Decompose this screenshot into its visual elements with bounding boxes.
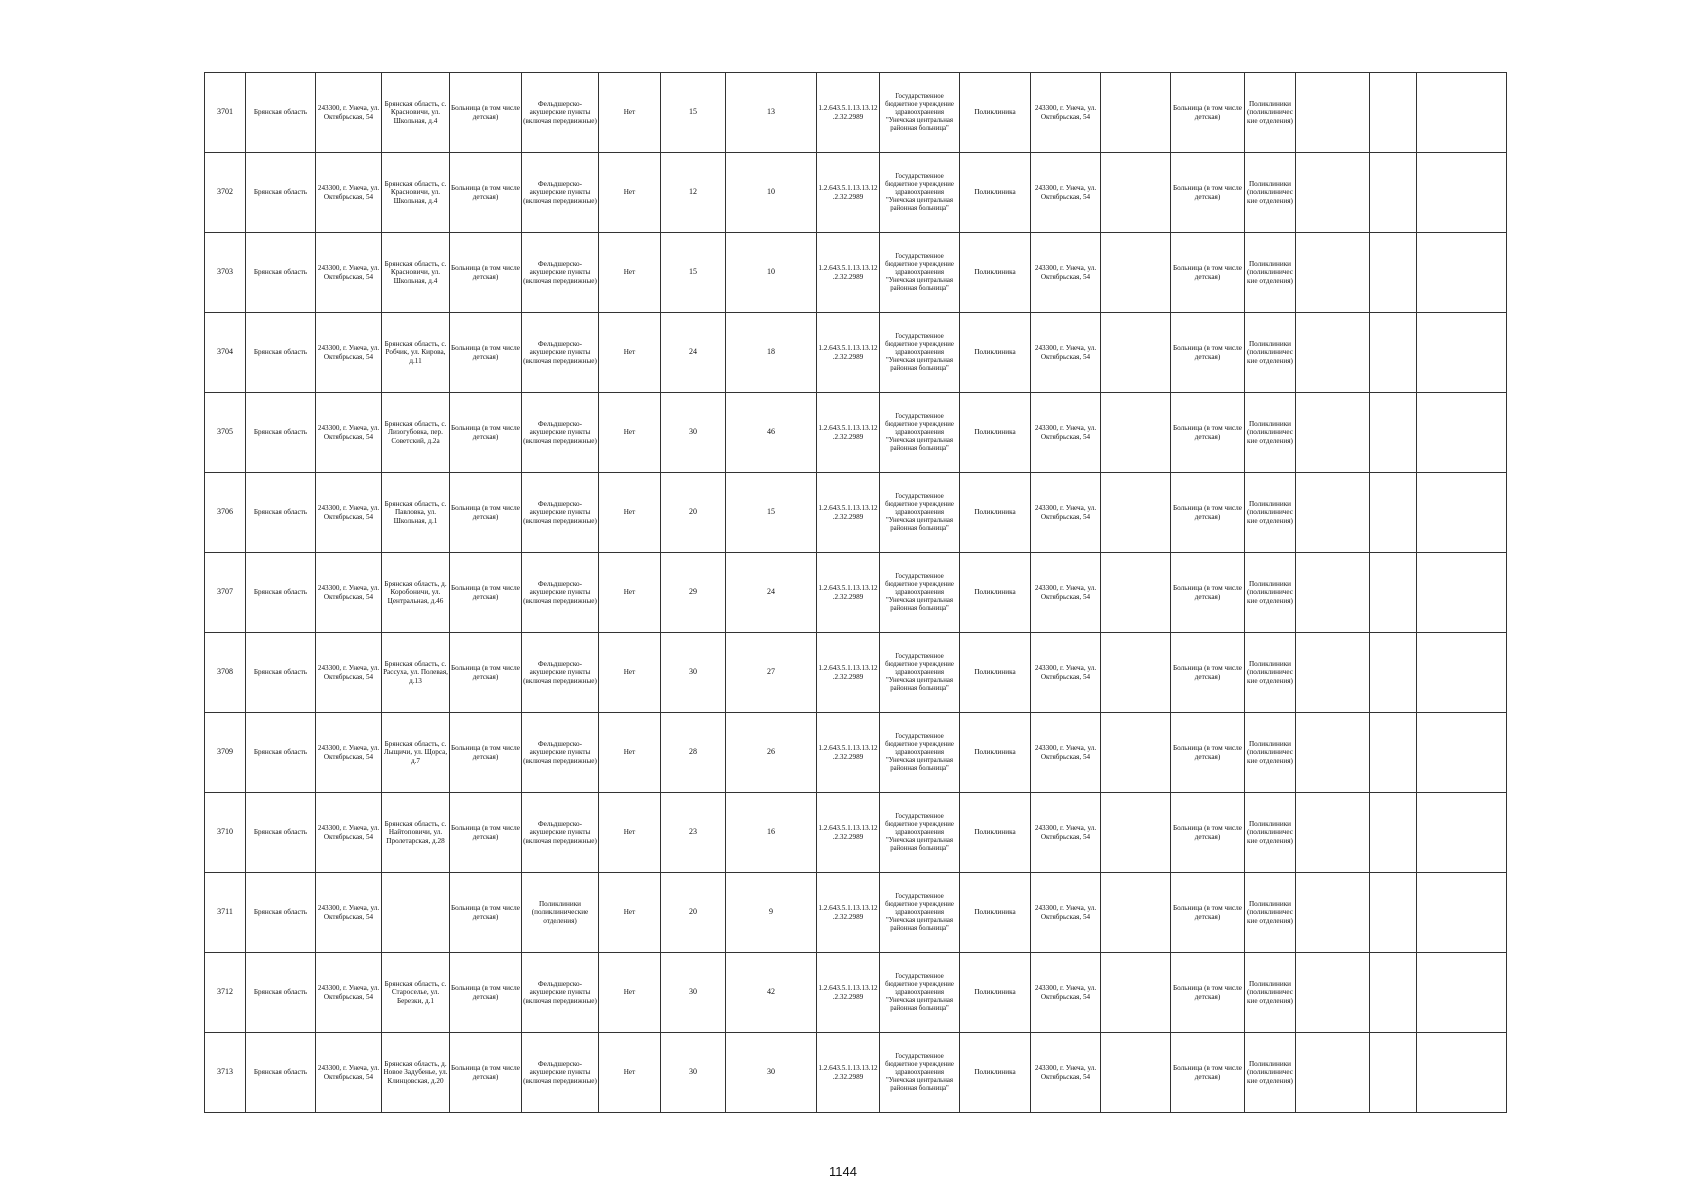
cell-location: Брянская область, с. Старосельe, ул. Березки, д.1 <box>382 953 450 1033</box>
cell-id: 3709 <box>205 713 246 793</box>
cell-org-address: 243300, г. Унеча, ул. Октябрьская, 54 <box>1031 313 1101 393</box>
cell-region: Брянская область <box>246 793 316 873</box>
cell-parent-unit: Поликлиники (поликлинические отделения) <box>1245 633 1296 713</box>
cell-value-a: 15 <box>661 73 726 153</box>
cell-parent-type: Больница (в том числе детская) <box>1171 713 1245 793</box>
cell-org-type: Больница (в том числе детская) <box>450 553 522 633</box>
cell-value-a: 24 <box>661 313 726 393</box>
cell-oid: 1.2.643.5.1.13.13.12.2.32.2989 <box>817 873 880 953</box>
cell-org-name: Государственное бюджетное учреждение здравоохранения "Унечская центральная районная больница" <box>880 633 960 713</box>
cell-parent-type: Больница (в том числе детская) <box>1171 633 1245 713</box>
cell-org-type: Больница (в том числе детская) <box>450 473 522 553</box>
cell-flag: Нет <box>599 793 661 873</box>
cell-parent-type: Больница (в том числе детская) <box>1171 1033 1245 1113</box>
table-row <box>205 1033 1507 1113</box>
table-row <box>205 633 1507 713</box>
cell-col17 <box>1296 473 1370 553</box>
cell-value-a: 23 <box>661 793 726 873</box>
cell-unit-type: Фельдшерско-акушерские пункты (включая передвижные) <box>522 713 599 793</box>
cell-col14 <box>1101 313 1171 393</box>
cell-org-address: 243300, г. Унеча, ул. Октябрьская, 54 <box>1031 793 1101 873</box>
cell-org-address: 243300, г. Унеча, ул. Октябрьская, 54 <box>1031 473 1101 553</box>
cell-value-b: 13 <box>726 73 817 153</box>
cell-subdivision: Поликлиника <box>960 633 1031 713</box>
cell-org-type: Больница (в том числе детская) <box>450 393 522 473</box>
cell-value-b: 18 <box>726 313 817 393</box>
cell-owner-address: 243300, г. Унеча, ул. Октябрьская, 54 <box>316 873 382 953</box>
cell-flag: Нет <box>599 953 661 1033</box>
cell-org-type: Больница (в том числе детская) <box>450 953 522 1033</box>
cell-col17 <box>1296 233 1370 313</box>
cell-org-address: 243300, г. Унеча, ул. Октябрьская, 54 <box>1031 393 1101 473</box>
cell-value-b: 26 <box>726 713 817 793</box>
cell-value-b: 30 <box>726 1033 817 1113</box>
cell-region: Брянская область <box>246 713 316 793</box>
cell-owner-address: 243300, г. Унеча, ул. Октябрьская, 54 <box>316 73 382 153</box>
cell-unit-type: Фельдшерско-акушерские пункты (включая передвижные) <box>522 73 599 153</box>
cell-subdivision: Поликлиника <box>960 553 1031 633</box>
cell-col18 <box>1370 473 1417 553</box>
cell-region: Брянская область <box>246 873 316 953</box>
cell-location: Брянская область, д. Коробоничи, ул. Центральная, д.46 <box>382 553 450 633</box>
cell-parent-unit: Поликлиники (поликлинические отделения) <box>1245 393 1296 473</box>
cell-parent-type: Больница (в том числе детская) <box>1171 473 1245 553</box>
cell-value-a: 30 <box>661 953 726 1033</box>
cell-flag: Нет <box>599 153 661 233</box>
cell-subdivision: Поликлиника <box>960 793 1031 873</box>
cell-unit-type: Фельдшерско-акушерские пункты (включая передвижные) <box>522 313 599 393</box>
cell-owner-address: 243300, г. Унеча, ул. Октябрьская, 54 <box>316 393 382 473</box>
cell-empty <box>1417 953 1507 1033</box>
cell-empty <box>1417 633 1507 713</box>
cell-flag: Нет <box>599 553 661 633</box>
cell-parent-type: Больница (в том числе детская) <box>1171 393 1245 473</box>
cell-value-a: 30 <box>661 1033 726 1113</box>
cell-empty <box>1417 153 1507 233</box>
cell-parent-unit: Поликлиники (поликлинические отделения) <box>1245 553 1296 633</box>
table-row <box>205 233 1507 313</box>
table-row <box>205 313 1507 393</box>
cell-org-address: 243300, г. Унеча, ул. Октябрьская, 54 <box>1031 1033 1101 1113</box>
cell-empty <box>1417 713 1507 793</box>
cell-id: 3703 <box>205 233 246 313</box>
cell-col14 <box>1101 873 1171 953</box>
cell-oid: 1.2.643.5.1.13.13.12.2.32.2989 <box>817 313 880 393</box>
cell-org-address: 243300, г. Унеча, ул. Октябрьская, 54 <box>1031 233 1101 313</box>
cell-id: 3707 <box>205 553 246 633</box>
cell-location: Брянская область, с. Лизогубовка, пер. Советский, д.2а <box>382 393 450 473</box>
cell-value-a: 20 <box>661 473 726 553</box>
cell-flag: Нет <box>599 473 661 553</box>
table-row <box>205 713 1507 793</box>
cell-empty <box>1417 233 1507 313</box>
cell-empty <box>1417 473 1507 553</box>
cell-org-type: Больница (в том числе детская) <box>450 73 522 153</box>
cell-region: Брянская область <box>246 313 316 393</box>
cell-owner-address: 243300, г. Унеча, ул. Октябрьская, 54 <box>316 153 382 233</box>
cell-parent-unit: Поликлиники (поликлинические отделения) <box>1245 473 1296 553</box>
cell-owner-address: 243300, г. Унеча, ул. Октябрьская, 54 <box>316 553 382 633</box>
cell-subdivision: Поликлиника <box>960 473 1031 553</box>
cell-id: 3705 <box>205 393 246 473</box>
cell-parent-unit: Поликлиники (поликлинические отделения) <box>1245 233 1296 313</box>
cell-col14 <box>1101 233 1171 313</box>
cell-empty <box>1417 393 1507 473</box>
cell-location: Брянская область, с. Робчик, ул. Кирова, д.11 <box>382 313 450 393</box>
cell-parent-unit: Поликлиники (поликлинические отделения) <box>1245 793 1296 873</box>
cell-value-b: 27 <box>726 633 817 713</box>
cell-value-b: 16 <box>726 793 817 873</box>
cell-org-name: Государственное бюджетное учреждение здравоохранения "Унечская центральная районная больница" <box>880 1033 960 1113</box>
cell-owner-address: 243300, г. Унеча, ул. Октябрьская, 54 <box>316 633 382 713</box>
cell-owner-address: 243300, г. Унеча, ул. Октябрьская, 54 <box>316 713 382 793</box>
cell-org-address: 243300, г. Унеча, ул. Октябрьская, 54 <box>1031 153 1101 233</box>
cell-col14 <box>1101 633 1171 713</box>
cell-oid: 1.2.643.5.1.13.13.12.2.32.2989 <box>817 953 880 1033</box>
cell-empty <box>1417 313 1507 393</box>
cell-oid: 1.2.643.5.1.13.13.12.2.32.2989 <box>817 713 880 793</box>
cell-flag: Нет <box>599 393 661 473</box>
cell-org-name: Государственное бюджетное учреждение здравоохранения "Унечская центральная районная больница" <box>880 953 960 1033</box>
cell-org-name: Государственное бюджетное учреждение здравоохранения "Унечская центральная районная больница" <box>880 233 960 313</box>
cell-id: 3711 <box>205 873 246 953</box>
cell-value-b: 10 <box>726 153 817 233</box>
cell-org-name: Государственное бюджетное учреждение здравоохранения "Унечская центральная районная больница" <box>880 473 960 553</box>
cell-id: 3713 <box>205 1033 246 1113</box>
cell-col14 <box>1101 953 1171 1033</box>
registry-table <box>204 72 1507 1113</box>
cell-col17 <box>1296 793 1370 873</box>
cell-region: Брянская область <box>246 153 316 233</box>
cell-flag: Нет <box>599 1033 661 1113</box>
cell-parent-unit: Поликлиники (поликлинические отделения) <box>1245 73 1296 153</box>
cell-parent-unit: Поликлиники (поликлинические отделения) <box>1245 953 1296 1033</box>
cell-value-a: 28 <box>661 713 726 793</box>
cell-owner-address: 243300, г. Унеча, ул. Октябрьская, 54 <box>316 953 382 1033</box>
cell-parent-type: Больница (в том числе детская) <box>1171 553 1245 633</box>
cell-org-address: 243300, г. Унеча, ул. Октябрьская, 54 <box>1031 553 1101 633</box>
cell-org-type: Больница (в том числе детская) <box>450 793 522 873</box>
cell-org-address: 243300, г. Унеча, ул. Октябрьская, 54 <box>1031 953 1101 1033</box>
cell-col18 <box>1370 73 1417 153</box>
cell-col17 <box>1296 633 1370 713</box>
cell-location: Брянская область, с. Павловка, ул. Школьная, д.1 <box>382 473 450 553</box>
cell-flag: Нет <box>599 713 661 793</box>
cell-parent-unit: Поликлиники (поликлинические отделения) <box>1245 873 1296 953</box>
cell-subdivision: Поликлиника <box>960 153 1031 233</box>
cell-owner-address: 243300, г. Унеча, ул. Октябрьская, 54 <box>316 313 382 393</box>
cell-col17 <box>1296 713 1370 793</box>
cell-org-type: Больница (в том числе детская) <box>450 233 522 313</box>
cell-id: 3708 <box>205 633 246 713</box>
cell-org-name: Государственное бюджетное учреждение здравоохранения "Унечская центральная районная больница" <box>880 553 960 633</box>
cell-org-type: Больница (в том числе детская) <box>450 153 522 233</box>
cell-oid: 1.2.643.5.1.13.13.12.2.32.2989 <box>817 233 880 313</box>
cell-org-address: 243300, г. Унеча, ул. Октябрьская, 54 <box>1031 73 1101 153</box>
cell-id: 3704 <box>205 313 246 393</box>
cell-parent-type: Больница (в том числе детская) <box>1171 313 1245 393</box>
cell-region: Брянская область <box>246 233 316 313</box>
cell-col18 <box>1370 393 1417 473</box>
cell-flag: Нет <box>599 313 661 393</box>
cell-location: Брянская область, с. Найтоповичи, ул. Пролетарская, д.28 <box>382 793 450 873</box>
cell-org-address: 243300, г. Унеча, ул. Октябрьская, 54 <box>1031 873 1101 953</box>
cell-oid: 1.2.643.5.1.13.13.12.2.32.2989 <box>817 1033 880 1113</box>
cell-col17 <box>1296 873 1370 953</box>
cell-col14 <box>1101 793 1171 873</box>
cell-value-a: 20 <box>661 873 726 953</box>
cell-value-b: 42 <box>726 953 817 1033</box>
cell-org-name: Государственное бюджетное учреждение здравоохранения "Унечская центральная районная больница" <box>880 153 960 233</box>
cell-unit-type: Фельдшерско-акушерские пункты (включая передвижные) <box>522 953 599 1033</box>
cell-oid: 1.2.643.5.1.13.13.12.2.32.2989 <box>817 633 880 713</box>
cell-col18 <box>1370 1033 1417 1113</box>
cell-empty <box>1417 873 1507 953</box>
cell-location: Брянская область, д. Новое Задубенье, ул. Клинцовская, д.20 <box>382 1033 450 1113</box>
cell-col14 <box>1101 473 1171 553</box>
cell-owner-address: 243300, г. Унеча, ул. Октябрьская, 54 <box>316 233 382 313</box>
cell-col18 <box>1370 233 1417 313</box>
cell-subdivision: Поликлиника <box>960 233 1031 313</box>
cell-location <box>382 873 450 953</box>
cell-org-name: Государственное бюджетное учреждение здравоохранения "Унечская центральная районная больница" <box>880 73 960 153</box>
cell-col14 <box>1101 393 1171 473</box>
cell-org-type: Больница (в том числе детская) <box>450 873 522 953</box>
cell-parent-unit: Поликлиники (поликлинические отделения) <box>1245 313 1296 393</box>
cell-unit-type: Фельдшерско-акушерские пункты (включая передвижные) <box>522 793 599 873</box>
cell-value-b: 24 <box>726 553 817 633</box>
cell-oid: 1.2.643.5.1.13.13.12.2.32.2989 <box>817 473 880 553</box>
cell-oid: 1.2.643.5.1.13.13.12.2.32.2989 <box>817 553 880 633</box>
cell-region: Брянская область <box>246 473 316 553</box>
cell-id: 3712 <box>205 953 246 1033</box>
table-row <box>205 153 1507 233</box>
cell-org-name: Государственное бюджетное учреждение здравоохранения "Унечская центральная районная больница" <box>880 393 960 473</box>
cell-flag: Нет <box>599 873 661 953</box>
cell-oid: 1.2.643.5.1.13.13.12.2.32.2989 <box>817 793 880 873</box>
cell-flag: Нет <box>599 73 661 153</box>
cell-owner-address: 243300, г. Унеча, ул. Октябрьская, 54 <box>316 473 382 553</box>
cell-parent-unit: Поликлиники (поликлинические отделения) <box>1245 1033 1296 1113</box>
table-row <box>205 73 1507 153</box>
cell-flag: Нет <box>599 633 661 713</box>
table-row <box>205 553 1507 633</box>
cell-value-b: 10 <box>726 233 817 313</box>
cell-org-address: 243300, г. Унеча, ул. Октябрьская, 54 <box>1031 633 1101 713</box>
table-row <box>205 393 1507 473</box>
cell-subdivision: Поликлиника <box>960 873 1031 953</box>
cell-oid: 1.2.643.5.1.13.13.12.2.32.2989 <box>817 393 880 473</box>
cell-col14 <box>1101 73 1171 153</box>
cell-col18 <box>1370 153 1417 233</box>
cell-org-name: Государственное бюджетное учреждение здравоохранения "Унечская центральная районная больница" <box>880 313 960 393</box>
cell-org-name: Государственное бюджетное учреждение здравоохранения "Унечская центральная районная больница" <box>880 713 960 793</box>
cell-id: 3706 <box>205 473 246 553</box>
cell-unit-type: Поликлиники (поликлинические отделения) <box>522 873 599 953</box>
cell-owner-address: 243300, г. Унеча, ул. Октябрьская, 54 <box>316 1033 382 1113</box>
cell-value-b: 9 <box>726 873 817 953</box>
cell-value-b: 46 <box>726 393 817 473</box>
cell-subdivision: Поликлиника <box>960 953 1031 1033</box>
cell-empty <box>1417 1033 1507 1113</box>
cell-org-type: Больница (в том числе детская) <box>450 633 522 713</box>
cell-region: Брянская область <box>246 393 316 473</box>
cell-oid: 1.2.643.5.1.13.13.12.2.32.2989 <box>817 73 880 153</box>
cell-col18 <box>1370 313 1417 393</box>
cell-unit-type: Фельдшерско-акушерские пункты (включая передвижные) <box>522 153 599 233</box>
cell-unit-type: Фельдшерско-акушерские пункты (включая передвижные) <box>522 1033 599 1113</box>
cell-col18 <box>1370 953 1417 1033</box>
cell-col17 <box>1296 153 1370 233</box>
cell-col17 <box>1296 953 1370 1033</box>
cell-parent-unit: Поликлиники (поликлинические отделения) <box>1245 153 1296 233</box>
cell-unit-type: Фельдшерско-акушерские пункты (включая передвижные) <box>522 553 599 633</box>
cell-col18 <box>1370 713 1417 793</box>
cell-value-a: 30 <box>661 633 726 713</box>
cell-oid: 1.2.643.5.1.13.13.12.2.32.2989 <box>817 153 880 233</box>
cell-region: Брянская область <box>246 553 316 633</box>
cell-col17 <box>1296 313 1370 393</box>
cell-region: Брянская область <box>246 1033 316 1113</box>
table-row <box>205 793 1507 873</box>
cell-unit-type: Фельдшерско-акушерские пункты (включая передвижные) <box>522 633 599 713</box>
cell-org-type: Больница (в том числе детская) <box>450 313 522 393</box>
cell-org-address: 243300, г. Унеча, ул. Октябрьская, 54 <box>1031 713 1101 793</box>
cell-subdivision: Поликлиника <box>960 713 1031 793</box>
cell-unit-type: Фельдшерско-акушерские пункты (включая передвижные) <box>522 233 599 313</box>
cell-parent-type: Больница (в том числе детская) <box>1171 873 1245 953</box>
cell-col18 <box>1370 553 1417 633</box>
cell-org-name: Государственное бюджетное учреждение здравоохранения "Унечская центральная районная больница" <box>880 793 960 873</box>
table-row <box>205 873 1507 953</box>
cell-col14 <box>1101 553 1171 633</box>
cell-location: Брянская область, с. Красновичи, ул. Школьная, д.4 <box>382 233 450 313</box>
cell-col14 <box>1101 153 1171 233</box>
cell-col17 <box>1296 393 1370 473</box>
cell-unit-type: Фельдшерско-акушерские пункты (включая передвижные) <box>522 473 599 553</box>
cell-region: Брянская область <box>246 953 316 1033</box>
cell-region: Брянская область <box>246 73 316 153</box>
cell-col14 <box>1101 713 1171 793</box>
cell-subdivision: Поликлиника <box>960 73 1031 153</box>
cell-org-type: Больница (в том числе детская) <box>450 1033 522 1113</box>
table-row <box>205 953 1507 1033</box>
cell-parent-type: Больница (в том числе детская) <box>1171 953 1245 1033</box>
cell-subdivision: Поликлиника <box>960 1033 1031 1113</box>
cell-id: 3702 <box>205 153 246 233</box>
cell-id: 3710 <box>205 793 246 873</box>
cell-value-a: 30 <box>661 393 726 473</box>
table-row <box>205 473 1507 553</box>
cell-flag: Нет <box>599 233 661 313</box>
cell-col18 <box>1370 873 1417 953</box>
cell-value-a: 12 <box>661 153 726 233</box>
cell-col17 <box>1296 73 1370 153</box>
cell-owner-address: 243300, г. Унеча, ул. Октябрьская, 54 <box>316 793 382 873</box>
cell-col17 <box>1296 553 1370 633</box>
cell-id: 3701 <box>205 73 246 153</box>
cell-col18 <box>1370 633 1417 713</box>
cell-parent-type: Больница (в том числе детская) <box>1171 793 1245 873</box>
cell-region: Брянская область <box>246 633 316 713</box>
cell-empty <box>1417 793 1507 873</box>
cell-location: Брянская область, с. Рассуха, ул. Полевая, д.13 <box>382 633 450 713</box>
cell-parent-unit: Поликлиники (поликлинические отделения) <box>1245 713 1296 793</box>
cell-parent-type: Больница (в том числе детская) <box>1171 233 1245 313</box>
cell-empty <box>1417 73 1507 153</box>
cell-col17 <box>1296 1033 1370 1113</box>
cell-subdivision: Поликлиника <box>960 393 1031 473</box>
cell-org-type: Больница (в том числе детская) <box>450 713 522 793</box>
cell-org-name: Государственное бюджетное учреждение здравоохранения "Унечская центральная районная больница" <box>880 873 960 953</box>
cell-col14 <box>1101 1033 1171 1113</box>
cell-col18 <box>1370 793 1417 873</box>
cell-parent-type: Больница (в том числе детская) <box>1171 73 1245 153</box>
cell-unit-type: Фельдшерско-акушерские пункты (включая передвижные) <box>522 393 599 473</box>
cell-location: Брянская область, с. Лыщичи, ул. Щорса, д.7 <box>382 713 450 793</box>
cell-value-b: 15 <box>726 473 817 553</box>
cell-location: Брянская область, с. Красновичи, ул. Школьная, д.4 <box>382 73 450 153</box>
cell-value-a: 15 <box>661 233 726 313</box>
page-number: 1144 <box>829 1164 857 1179</box>
cell-empty <box>1417 553 1507 633</box>
cell-location: Брянская область, с. Красновичи, ул. Школьная, д.4 <box>382 153 450 233</box>
cell-subdivision: Поликлиника <box>960 313 1031 393</box>
cell-value-a: 29 <box>661 553 726 633</box>
cell-parent-type: Больница (в том числе детская) <box>1171 153 1245 233</box>
